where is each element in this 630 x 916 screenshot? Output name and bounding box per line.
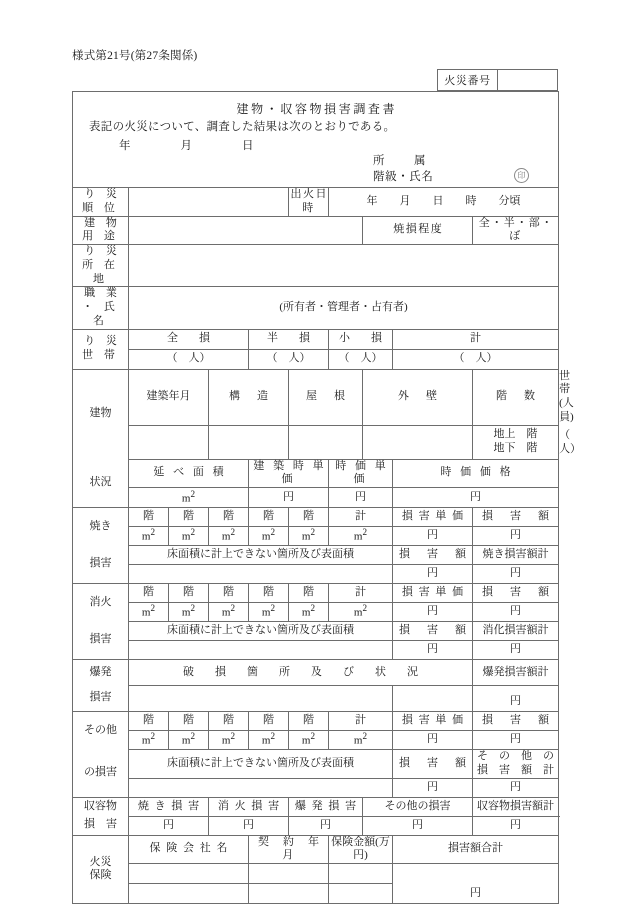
insurance-total-value[interactable]: 円: [393, 864, 559, 904]
extinguish-floor-header-2: 階: [169, 584, 209, 603]
building-value-wall[interactable]: [363, 425, 473, 459]
other-floor-value-2[interactable]: $m^2$: [169, 731, 209, 750]
insurance-col-total: 損害額合計: [393, 835, 559, 864]
occupation-name-label: 職 業 ・ 氏 名: [73, 287, 129, 329]
other-note-label: 床面積に計上できない箇所及び表面積: [129, 750, 393, 779]
households-value-small-loss[interactable]: （ 人）: [329, 349, 393, 369]
fire-number-input[interactable]: [498, 70, 557, 90]
extinguish-floor-value-1[interactable]: $m^2$: [129, 603, 169, 622]
explosion-damage-label-top: 爆発: [73, 660, 129, 686]
contents-col-other: その他の損害: [363, 797, 473, 816]
document-subtitle: 表記の火災について、調査した結果は次のとおりである。: [89, 121, 396, 133]
ignition-datetime-input[interactable]: 年 月 日 時 分頃: [329, 188, 559, 217]
building-value-total-area[interactable]: $m^2$: [129, 488, 249, 508]
insurance-contract-date-input-2[interactable]: [249, 884, 329, 904]
contents-value-extinguish[interactable]: 円: [209, 816, 289, 835]
building-area-header-row: [73, 459, 559, 488]
other-floor-value-3[interactable]: $m^2$: [209, 731, 249, 750]
contents-value-burn[interactable]: 円: [129, 816, 209, 835]
building-col-build-date: 建築年月: [129, 369, 209, 425]
households-label: り 災 世 帯: [73, 329, 129, 369]
explosion-description-label: 破 損 箇 所 及 び 状 況: [129, 660, 473, 686]
rank-order-input[interactable]: [129, 188, 289, 217]
building-value-current-unit-price[interactable]: 円: [329, 488, 393, 508]
explosion-damage-value-row: [73, 686, 559, 712]
fire-number-box: [437, 69, 558, 91]
insurance-company-input-1[interactable]: [129, 864, 249, 884]
building-col-total-area: 延 べ 面 積: [129, 459, 249, 488]
burn-unit-price-label: 損 害 単 価: [393, 508, 473, 527]
other-note-value-row: [73, 778, 559, 797]
other-total-label-line1: そ の 他 の: [477, 750, 555, 762]
building-value-structure[interactable]: [209, 425, 289, 459]
insurance-col-amount: 保険金額(万円): [329, 835, 393, 864]
building-status-header-row: 建物 建築年月 構 造 屋 根 外 壁 階 数 世帯(人員): [73, 369, 559, 425]
extinguish-note-label: 床面積に計上できない箇所及び表面積: [129, 622, 393, 641]
contents-col-explosion: 爆 発 損 害: [289, 797, 363, 816]
title-block: [73, 92, 559, 188]
explosion-damage-header-row: [73, 660, 559, 686]
floors-below-ground: 地下 階: [493, 442, 538, 454]
other-unit-price-value[interactable]: 円: [393, 731, 473, 750]
rank-order-label: り 災 順 位: [73, 188, 129, 217]
households-col-small-loss: 小 損: [329, 329, 393, 349]
burn-total-label: 焼き損害額計: [473, 546, 559, 565]
other-amount-label: 損 害 額: [473, 712, 559, 731]
burn-degree-value[interactable]: 全・半・部・ぼ: [473, 216, 559, 245]
other-floor-value-4[interactable]: $m^2$: [249, 731, 289, 750]
building-value-build-unit-price[interactable]: 円: [249, 488, 329, 508]
extinguish-floor-value-5[interactable]: $m^2$: [289, 603, 329, 622]
extinguish-floor-value-2[interactable]: $m^2$: [169, 603, 209, 622]
extinguish-floor-header-3: 階: [209, 584, 249, 603]
building-value-roof[interactable]: [289, 425, 363, 459]
insurance-amount-input-1[interactable]: [329, 864, 393, 884]
other-note-header-row: [73, 750, 559, 779]
extinguish-amount-value[interactable]: 円: [473, 603, 559, 622]
other-floor-header-4: 階: [249, 712, 289, 731]
burn-note-amount-value[interactable]: 円: [393, 565, 473, 584]
burn-note-header-row: [73, 546, 559, 565]
other-note-amount-label: 損 害 額: [393, 750, 473, 779]
households-col-total-loss: 全 損: [129, 329, 249, 349]
building-use-row: [73, 216, 559, 245]
other-damage-label-top: その他: [73, 712, 129, 750]
burn-total-value[interactable]: 円: [473, 565, 559, 584]
insurance-label: [73, 835, 129, 904]
households-col-half-loss: 半 損: [249, 329, 329, 349]
burn-floor-header-3: 階: [209, 508, 249, 527]
burn-unit-price-value[interactable]: 円: [393, 527, 473, 546]
building-area-value-row: [73, 488, 559, 508]
other-floor-header-1: 階: [129, 712, 169, 731]
contents-value-total[interactable]: 円: [473, 816, 559, 835]
location-row: [73, 245, 559, 287]
contents-damage-label-top: 収容物: [73, 797, 129, 816]
seal-icon: 印: [514, 168, 529, 183]
extinguish-damage-label-top: 消火: [73, 584, 129, 622]
other-floor-value-5[interactable]: $m^2$: [289, 731, 329, 750]
insurance-header-row: [73, 835, 559, 864]
building-use-input[interactable]: [129, 216, 363, 245]
households-col-sum: 計: [393, 329, 559, 349]
occupation-name-row: [73, 287, 559, 329]
other-note-amount-value[interactable]: 円: [393, 778, 473, 797]
extinguish-note-value[interactable]: [129, 641, 393, 660]
burn-amount-label: 損 害 額: [473, 508, 559, 527]
location-input[interactable]: [129, 245, 559, 287]
extinguish-note-amount-value[interactable]: 円: [393, 641, 473, 660]
investigation-form-table: [72, 91, 582, 904]
contents-damage-value-row: [73, 816, 559, 835]
location-label: り 災 所 在 地: [73, 245, 129, 287]
burn-floor-header-1: 階: [129, 508, 169, 527]
other-floor-header-total: 計: [329, 712, 393, 731]
contents-value-explosion[interactable]: 円: [289, 816, 363, 835]
building-value-floors[interactable]: [473, 425, 559, 459]
burn-floor-header-4: 階: [249, 508, 289, 527]
other-floor-header-3: 階: [209, 712, 249, 731]
report-date-line[interactable]: 年 月 日: [119, 140, 263, 152]
burn-damage-label-top: 焼き: [73, 508, 129, 546]
extinguish-floor-header-total: 計: [329, 584, 393, 603]
form-number: 様式第21号(第27条関係): [72, 50, 198, 62]
extinguish-damage-header-row: [73, 584, 559, 603]
building-status-value-row: 地上 階 地下 階 （ 人）: [73, 425, 559, 459]
ignition-datetime-label: 出火日時: [289, 188, 329, 217]
department-label: 所 属: [373, 155, 435, 167]
other-damage-label-bottom: の損害: [73, 750, 129, 798]
other-amount-value[interactable]: 円: [473, 731, 559, 750]
insurance-label-line1: 火災: [89, 855, 112, 868]
building-col-structure: 構 造: [209, 369, 289, 425]
extinguish-unit-price-value[interactable]: 円: [393, 603, 473, 622]
other-note-value[interactable]: [129, 778, 393, 797]
building-col-current-value: 時 価 価 格: [393, 459, 559, 488]
owner-note: (所有者・管理者・占有者): [129, 287, 559, 329]
insurance-col-contract-date: 契 約 年 月: [249, 835, 329, 864]
other-unit-price-label: 損 害 単 価: [393, 712, 473, 731]
extinguish-floor-value-4[interactable]: $m^2$: [249, 603, 289, 622]
explosion-description-value[interactable]: [129, 686, 393, 712]
extinguish-damage-value-row: [73, 603, 559, 622]
contents-damage-label-bottom: 損 害: [73, 816, 129, 835]
extinguish-floor-header-4: 階: [249, 584, 289, 603]
building-use-label: 建 物 用 途: [73, 216, 129, 245]
burn-note-value-row: [73, 565, 559, 584]
burn-floor-value-2[interactable]: $m^2$: [169, 527, 209, 546]
explosion-total-value[interactable]: 円: [473, 686, 559, 712]
building-col-floors: 階 数: [473, 369, 559, 425]
burn-damage-value-row: [73, 527, 559, 546]
insurance-row-1: [73, 864, 559, 884]
extinguish-note-header-row: [73, 622, 559, 641]
other-damage-value-row: [73, 731, 559, 750]
extinguish-floor-value-total[interactable]: $m^2$: [329, 603, 393, 622]
rank-name-label: 階級・氏名: [373, 171, 434, 183]
burn-floor-value-3[interactable]: $m^2$: [209, 527, 249, 546]
other-floor-header-2: 階: [169, 712, 209, 731]
extinguish-note-amount-label: 損 害 額: [393, 622, 473, 641]
other-damage-header-row: [73, 712, 559, 731]
households-value-row: [73, 349, 559, 369]
insurance-label-line2: 保険: [89, 869, 112, 882]
insurance-amount-input-2[interactable]: [329, 884, 393, 904]
other-total-value[interactable]: 円: [473, 778, 559, 797]
page-title: 建物・収容物損害調査書: [236, 102, 398, 116]
building-col-build-unit-price: 建 築 時 単 価: [249, 459, 329, 488]
households-value-sum[interactable]: （ 人）: [393, 349, 559, 369]
extinguish-floor-header-5: 階: [289, 584, 329, 603]
extinguish-total-label: 消化損害額計: [473, 622, 559, 641]
burn-floor-value-1[interactable]: $m^2$: [129, 527, 169, 546]
rank-order-row: [73, 188, 559, 217]
insurance-contract-date-input-1[interactable]: [249, 864, 329, 884]
burn-amount-value[interactable]: 円: [473, 527, 559, 546]
other-total-label: [473, 750, 559, 779]
burn-damage-label-bottom: 損害: [73, 546, 129, 584]
header-row: [73, 92, 559, 188]
burn-damage-header-row: [73, 508, 559, 527]
explosion-damage-label-bottom: 損害: [73, 686, 129, 712]
other-floor-header-5: 階: [289, 712, 329, 731]
building-col-current-unit-price: 時 価 単 価: [329, 459, 393, 488]
households-value-total-loss[interactable]: （ 人）: [129, 349, 249, 369]
insurance-col-company: 保 険 会 社 名: [129, 835, 249, 864]
burn-floor-value-total[interactable]: $m^2$: [329, 527, 393, 546]
burn-floor-value-5[interactable]: $m^2$: [289, 527, 329, 546]
contents-col-extinguish: 消 火 損 害: [209, 797, 289, 816]
building-status-label-top: 建物: [73, 369, 129, 459]
extinguish-damage-label-bottom: 損害: [73, 622, 129, 660]
explosion-total-label: 爆発損害額計: [473, 660, 559, 686]
burn-floor-header-2: 階: [169, 508, 209, 527]
contents-value-other[interactable]: 円: [363, 816, 473, 835]
floors-above-ground: 地上 階: [493, 428, 538, 441]
extinguish-note-value-row: [73, 641, 559, 660]
extinguish-amount-label: 損 害 額: [473, 584, 559, 603]
burn-floor-value-4[interactable]: $m^2$: [249, 527, 289, 546]
households-value-half-loss[interactable]: （ 人）: [249, 349, 329, 369]
extinguish-total-value[interactable]: 円: [473, 641, 559, 660]
extinguish-floor-value-3[interactable]: $m^2$: [209, 603, 249, 622]
burn-floor-header-total: 計: [329, 508, 393, 527]
contents-damage-header-row: [73, 797, 559, 816]
building-value-current-value[interactable]: 円: [393, 488, 559, 508]
other-total-label-line2: 損 害 額 計: [477, 763, 555, 776]
burn-degree-label: 焼損程度: [363, 216, 473, 245]
burn-floor-header-5: 階: [289, 508, 329, 527]
building-value-build-date[interactable]: [129, 425, 209, 459]
other-floor-value-1[interactable]: $m^2$: [129, 731, 169, 750]
other-floor-value-total[interactable]: $m^2$: [329, 731, 393, 750]
building-col-wall: 外 壁: [363, 369, 473, 425]
contents-col-total: 収容物損害額計: [473, 797, 559, 816]
burn-note-amount-label: 損 害 額: [393, 546, 473, 565]
extinguish-floor-header-1: 階: [129, 584, 169, 603]
extinguish-unit-price-label: 損 害 単 価: [393, 584, 473, 603]
building-col-roof: 屋 根: [289, 369, 363, 425]
building-status-label-bottom: 状況: [73, 459, 129, 508]
fire-number-label: 火災番号: [438, 70, 498, 90]
explosion-blank-cell[interactable]: [393, 686, 473, 712]
burn-note-value[interactable]: [129, 565, 393, 584]
burn-note-label: 床面積に計上できない箇所及び表面積: [129, 546, 393, 565]
households-header-row: [73, 329, 559, 349]
contents-col-burn: 焼 き 損 害: [129, 797, 209, 816]
insurance-company-input-2[interactable]: [129, 884, 249, 904]
